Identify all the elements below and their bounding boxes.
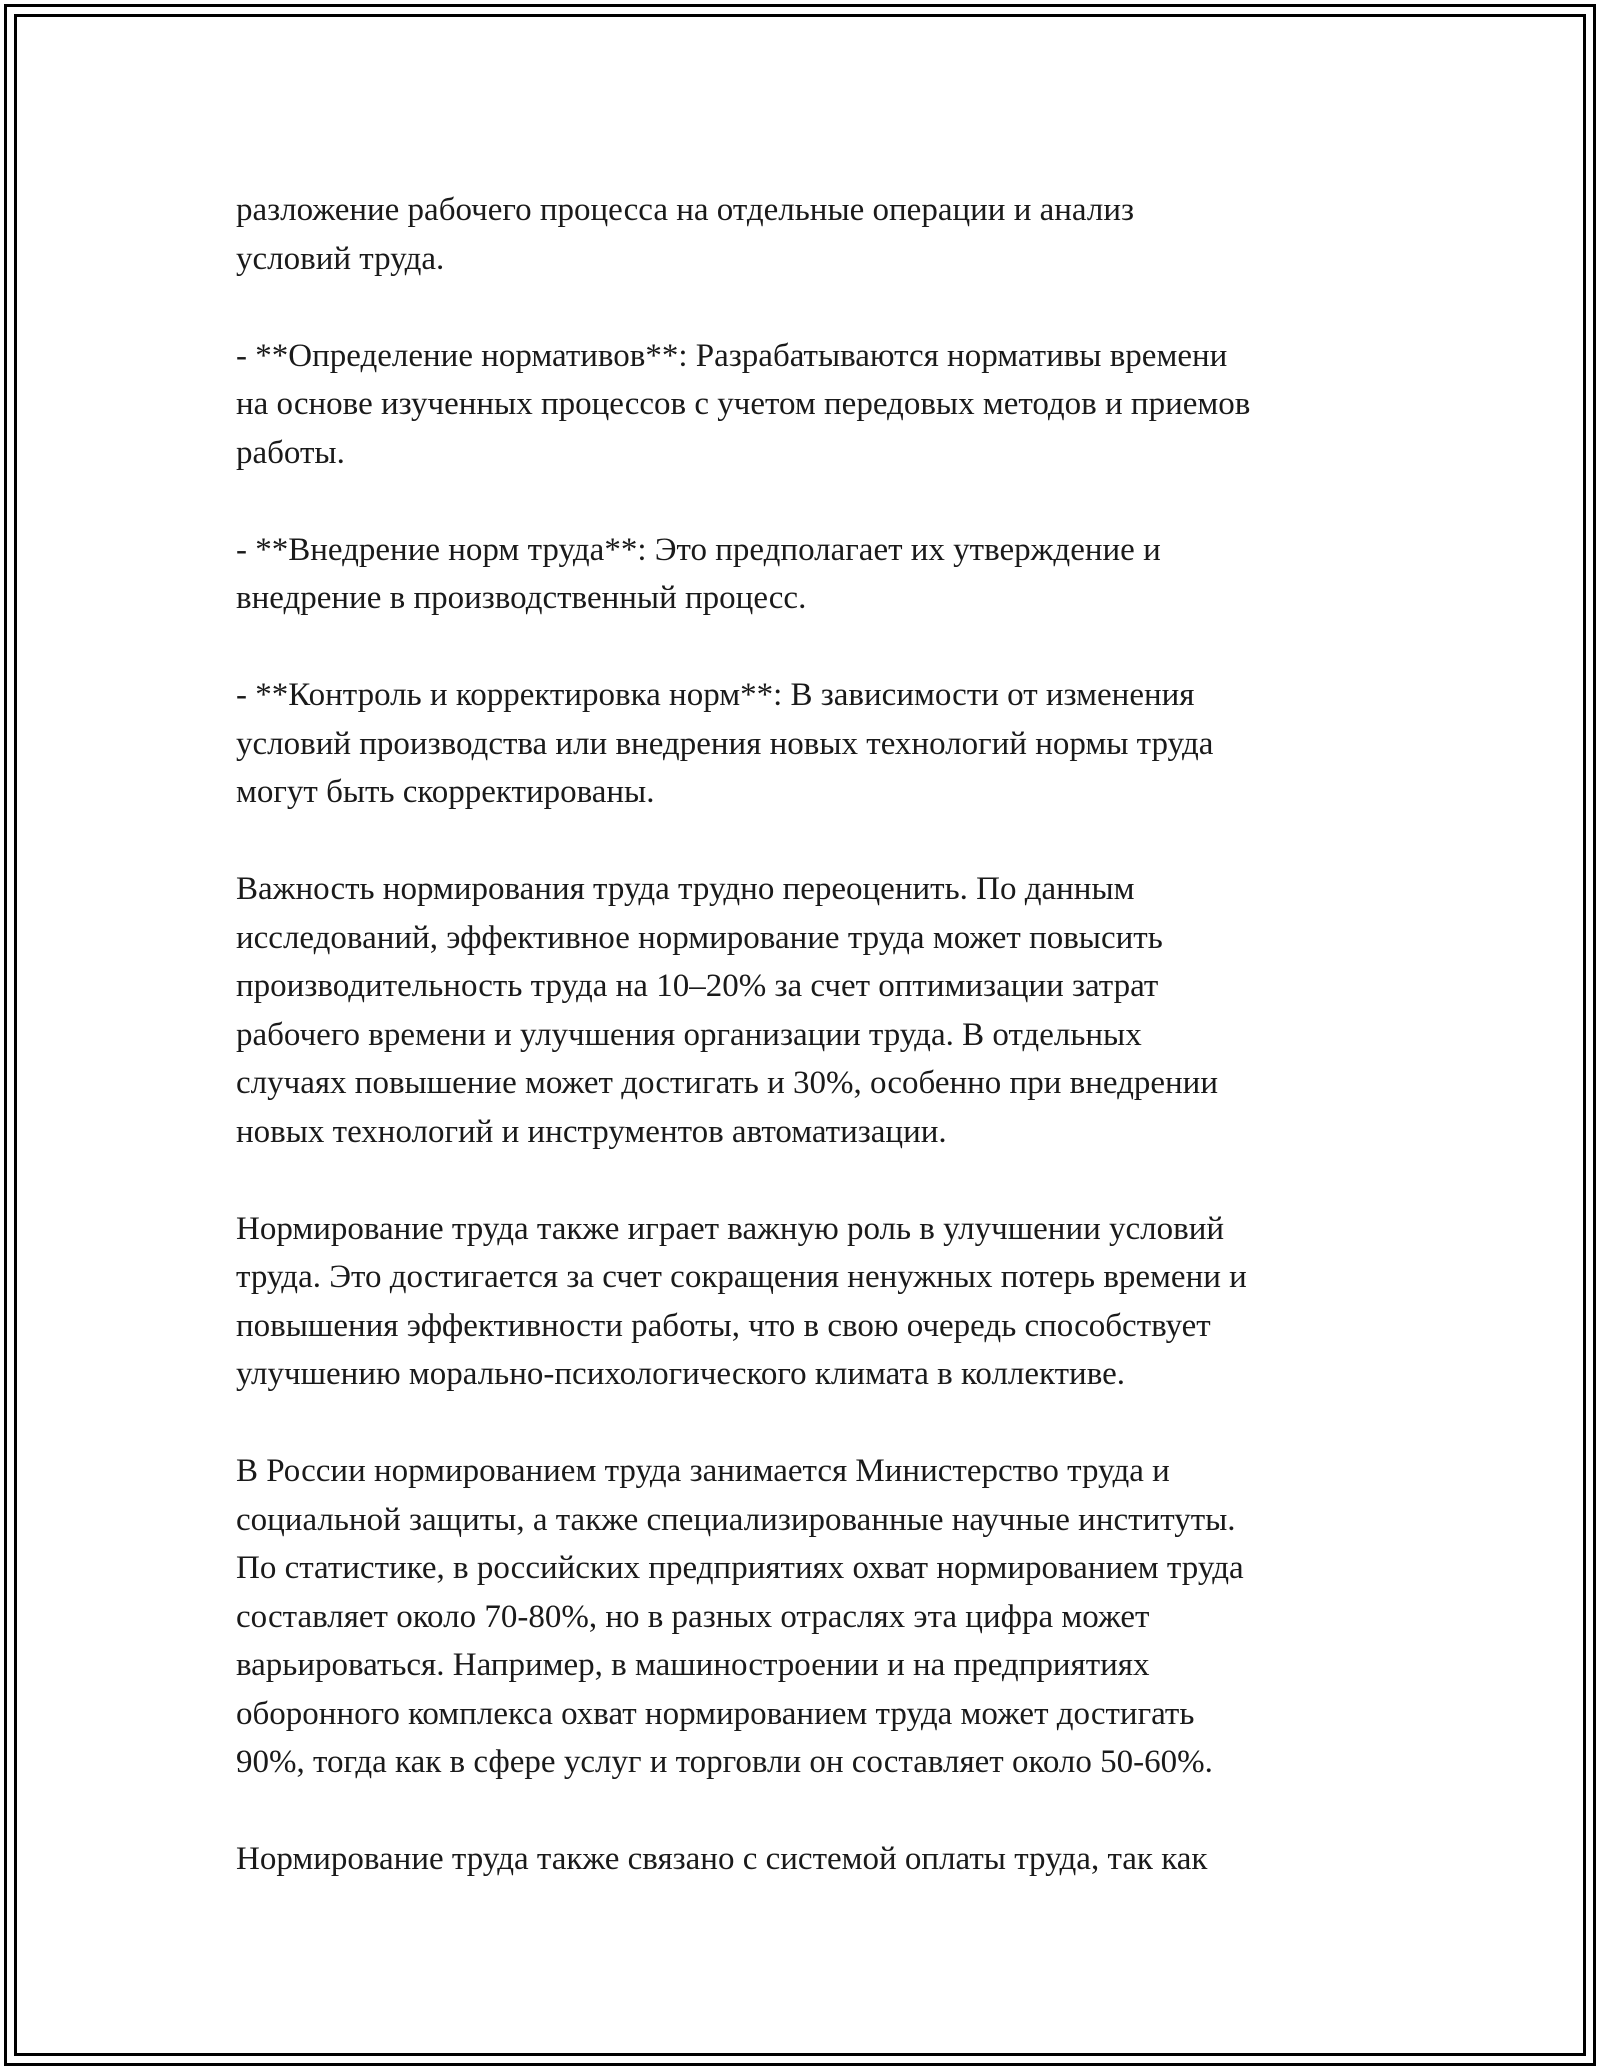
paragraph: разложение рабочего процесса на отдельные операции и анализ условий труда.	[236, 192, 1135, 277]
paragraph: - **Внедрение норм труда**: Это предполагает их утверждение и внедрение в производственный процесс.	[236, 531, 1161, 616]
paragraph: В России нормированием труда занимается Министерство труда и социальной защиты, а также специализированные научные институты. По статистике, в российских предприятиях охват нормированием труда составляет около 70-80%, но в разных отраслях эта цифра может варьироваться. Например, в машиностроении и на предприятиях оборонного комплекса охват нормированием труда может достигать 90%, тогда как в сфере услуг и торговли он составляет около 50-60%.	[236, 1453, 1244, 1780]
paragraph: Нормирование труда также играет важную роль в улучшении условий труда. Это достигается за счет сокращения ненужных потерь времени и повышения эффективности работы, что в свою очередь способствует улучшению морально-психологического климата в коллективе.	[236, 1210, 1247, 1392]
paragraph: - **Определение нормативов**: Разрабатываются нормативы времени на основе изученных процессов с учетом передовых методов и приемов работы.	[236, 337, 1251, 471]
document-body	[236, 186, 1386, 1932]
paragraph: - **Контроль и корректировка норм**: В зависимости от изменения условий производства или внедрения новых технологий нормы труда могут быть скорректированы.	[236, 677, 1214, 810]
paragraph: Важность нормирования труда трудно переоценить. По данным исследований, эффективное нормирование труда может повысить производительность труда на 10–20% за счет оптимизации затрат рабочего времени и улучшения организации труда. В отдельных случаях повышение может достигать и 30%, особенно при внедрении новых технологий и инструментов автоматизации.	[236, 871, 1218, 1150]
paragraph: Нормирование труда также связано с системой оплаты труда, так как	[236, 1841, 1208, 1877]
